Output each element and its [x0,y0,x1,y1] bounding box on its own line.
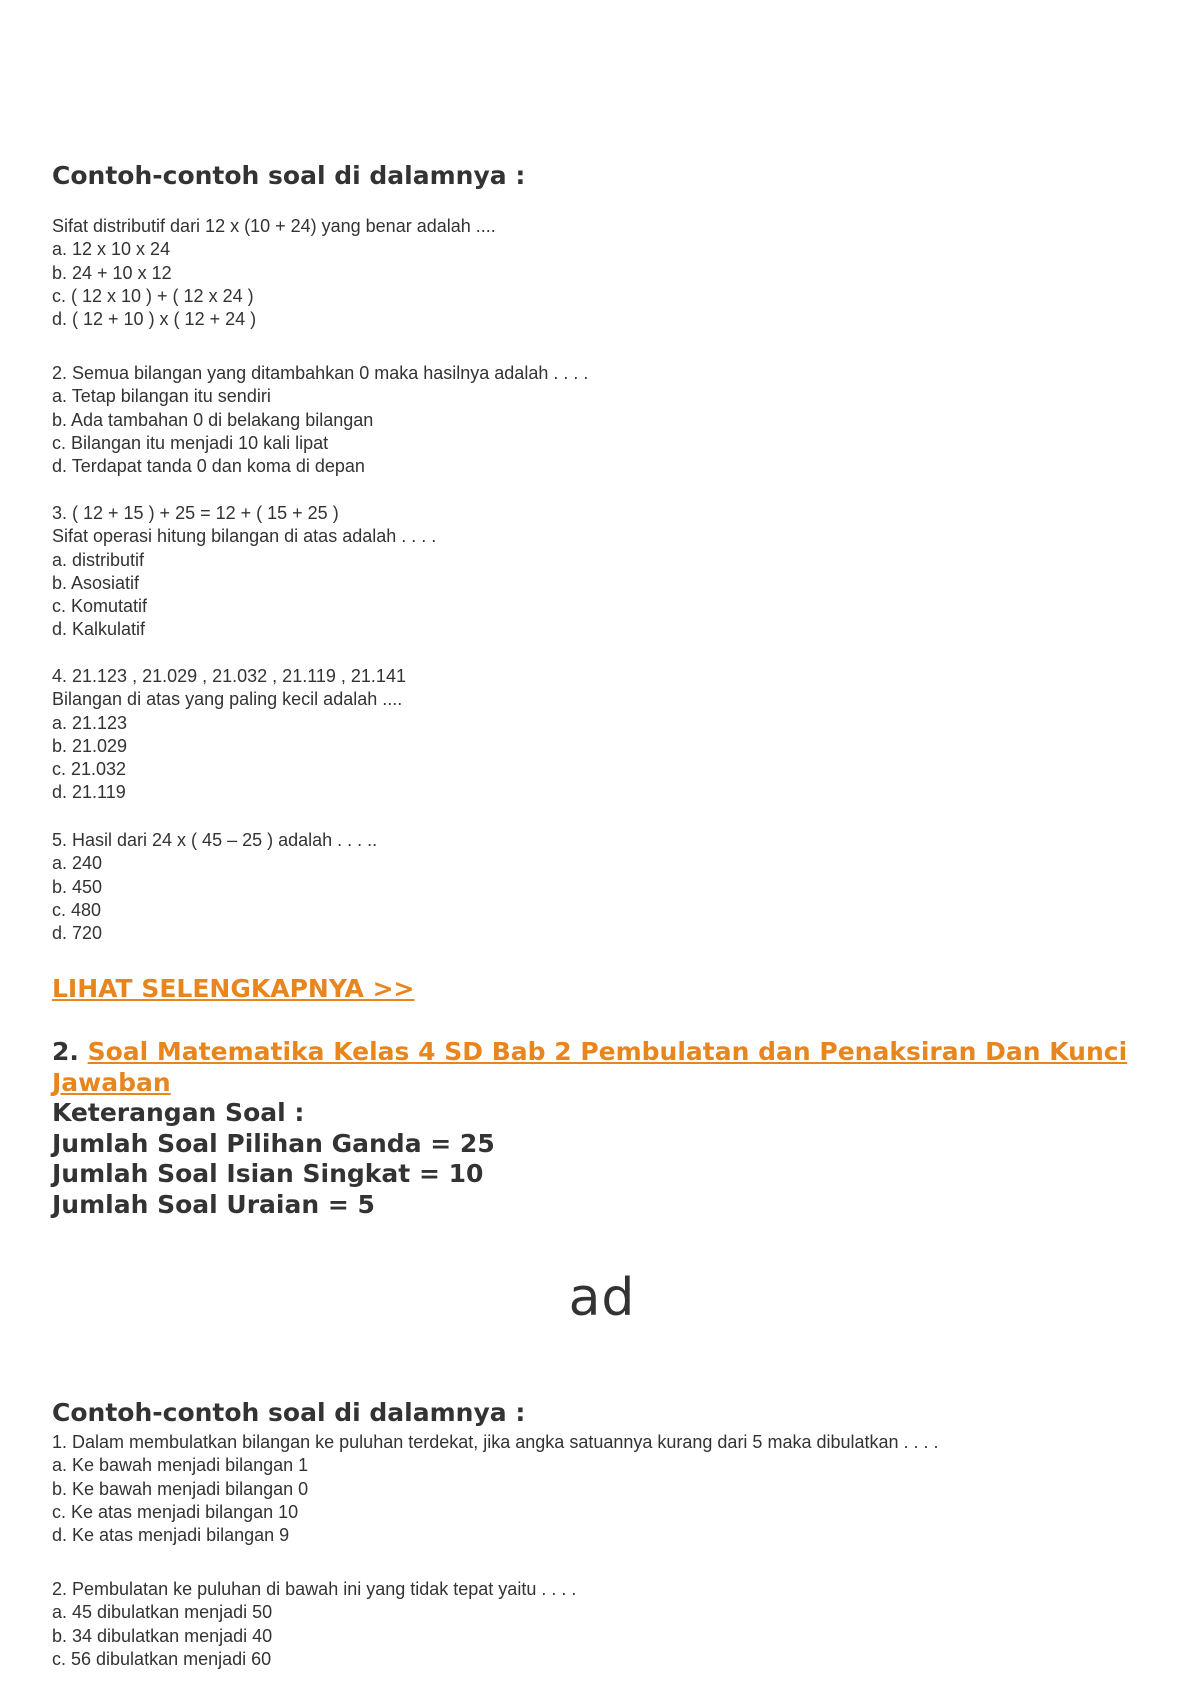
option-d: d. Kalkulatif [52,619,146,640]
option-d: d. ( 12 + 10 ) x ( 12 + 24 ) [52,309,257,330]
option-a: a. 45 dibulatkan menjadi 50 [52,1602,273,1623]
section-2-title [52,1037,1152,1098]
option-a: a. Tetap bilangan itu sendiri [52,386,271,407]
option-c: c. 56 dibulatkan menjadi 60 [52,1648,272,1669]
option-b: b. 450 [52,876,103,897]
see-more-link[interactable]: LIHAT SELENGKAPNYA >> [52,974,415,1003]
option-c: c. Ke atas menjadi bilangan 10 [52,1501,299,1522]
section-2-number: 2. [52,1037,88,1066]
question-block [52,1578,576,1671]
option-c: c. Bilangan itu menjadi 10 kali lipat [52,432,329,453]
option-b: b. 21.029 [52,735,128,756]
question-text: Bilangan di atas yang paling kecil adalah .... [52,689,403,710]
question-block [52,665,406,805]
option-b: b. 24 + 10 x 12 [52,262,172,283]
option-c: c. Komutatif [52,596,148,617]
option-c: c. 480 [52,899,102,920]
question-text: 3. ( 12 + 15 ) + 25 = 12 + ( 15 + 25 ) [52,503,339,523]
info-multiple-choice-count: Jumlah Soal Pilihan Ganda = 25 [52,1128,495,1158]
question-text: 4. 21.123 , 21.029 , 21.032 , 21.119 , 21.141 [52,666,406,686]
option-a: a. distributif [52,549,145,570]
info-heading: Keterangan Soal : [52,1098,305,1127]
option-d: d. 720 [52,923,103,944]
ad-placeholder: ad [568,1268,636,1328]
option-a: a. 21.123 [52,712,128,733]
question-block [52,502,436,642]
option-c: c. 21.032 [52,759,127,780]
option-a: a. 12 x 10 x 24 [52,239,171,260]
section-2-title-link[interactable]: Soal Matematika Kelas 4 SD Bab 2 Pembulatan dan Penaksiran Dan Kunci Jawaban [52,1037,1128,1097]
info-essay-count: Jumlah Soal Uraian = 5 [52,1189,375,1219]
question-text: 2. Pembulatan ke puluhan di bawah ini yang tidak tepat yaitu . . . . [52,1579,577,1599]
option-d: d. 21.119 [52,782,126,803]
section-2 [52,1037,1152,1220]
question-block [52,215,496,331]
option-d: d. Ke atas menjadi bilangan 9 [52,1525,290,1546]
question-text: 5. Hasil dari 24 x ( 45 – 25 ) adalah . . . .. [52,830,378,850]
section-1-heading: Contoh-contoh soal di dalamnya : [52,161,526,190]
question-text: Sifat distributif dari 12 x (10 + 24) yang benar adalah .... [52,216,496,236]
info-short-answer-count: Jumlah Soal Isian Singkat = 10 [52,1159,484,1188]
question-text: 2. Semua bilangan yang ditambahkan 0 maka hasilnya adalah . . . . [52,363,589,383]
section-3-heading: Contoh-contoh soal di dalamnya : [52,1398,526,1427]
option-d: d. Terdapat tanda 0 dan koma di depan [52,456,365,477]
option-a: a. Ke bawah menjadi bilangan 1 [52,1455,309,1476]
option-b: b. Ada tambahan 0 di belakang bilangan [52,409,374,430]
option-c: c. ( 12 x 10 ) + ( 12 x 24 ) [52,285,254,306]
question-block [52,362,588,478]
option-b: b. 34 dibulatkan menjadi 40 [52,1625,273,1646]
option-b: b. Ke bawah menjadi bilangan 0 [52,1478,309,1499]
question-block [52,829,377,945]
option-b: b. Asosiatif [52,572,140,593]
question-text: 1. Dalam membulatkan bilangan ke puluhan terdekat, jika angka satuannya kurang dari 5 maka dibulatkan . . . . [52,1432,939,1452]
question-text: Sifat operasi hitung bilangan di atas adalah . . . . [52,526,437,547]
option-a: a. 240 [52,853,103,874]
question-block [52,1431,939,1547]
